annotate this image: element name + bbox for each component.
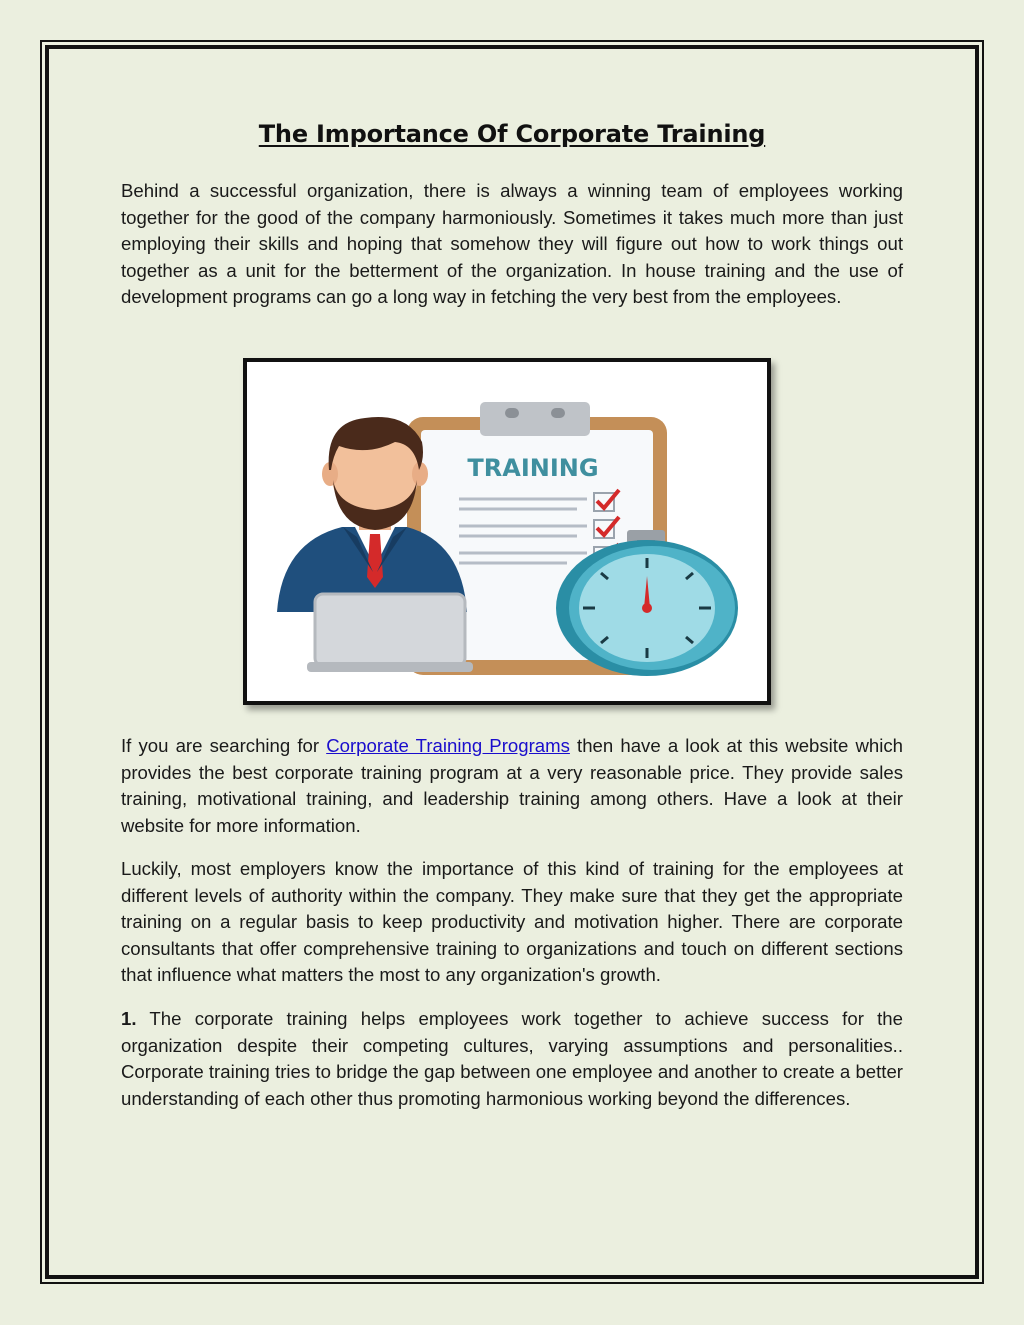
search-paragraph-rest: then have a look at this website which provides the best corporate training program at a very reasonable price. They provide sales training, motivational training, and leadership training among others. Have a look at their website for more information. [121,735,903,836]
search-paragraph [121,733,903,839]
training-illustration [243,358,771,705]
clipboard-heading: TRAINING [467,454,599,482]
employers-paragraph: Luckily, most employers know the importance of this kind of training for the employees at different levels of authority within the company. They make sure that they get the appropriate training on a regular basis to keep productivity and motivation higher. There are corporate consultants that offer comprehensive training to organizations and touch on different sections that influence what matters the most to any organization's growth. [121,858,903,985]
clipboard-clip [480,402,590,436]
point-one-paragraph [121,1006,903,1112]
corporate-training-programs-link[interactable]: Corporate Training Programs [326,735,570,756]
intro-paragraph: Behind a successful organization, there is always a winning team of employees working together for the good of the company harmoniously. Sometimes it takes much more than just employing their skills and hoping that somehow they will figure out how to work things out together as a unit for the betterment of the organization. In house training and the use of development programs can go a long way in fetching the very best from the employees. [121,180,903,307]
point-one-text: The corporate training helps employees work together to achieve success for the organization despite their competing cultures, varying assumptions and personalities.. Corporate training tries to bridge the gap between one employee and another to create a better understanding of each other thus promoting harmonious working beyond the differences. [121,1008,903,1109]
search-paragraph-intro: If you are searching for [121,735,327,756]
page-title: The Importance Of Corporate Training [258,120,766,148]
list-number: 1. [121,1008,137,1029]
training-illustration-svg [247,362,767,701]
laptop-icon [307,594,473,672]
